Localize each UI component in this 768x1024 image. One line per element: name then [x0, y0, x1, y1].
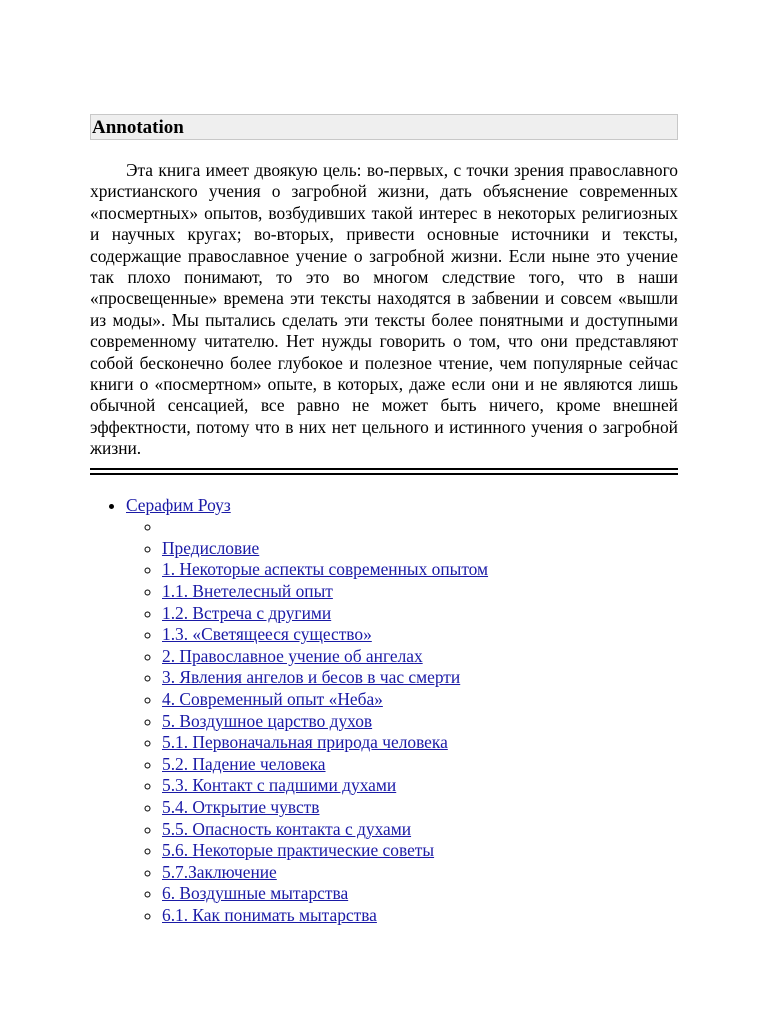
toc-item: [162, 905, 678, 927]
table-of-contents: [90, 495, 678, 927]
toc-link-2[interactable]: 2. Православное учение об ангелах: [162, 645, 423, 666]
toc-item: [162, 603, 678, 625]
toc-item: [162, 840, 678, 862]
toc-link-3[interactable]: 3. Явления ангелов и бесов в час смерти: [162, 667, 461, 688]
annotation-heading: Annotation: [90, 114, 678, 140]
toc-link-5-3[interactable]: 5.3. Контакт с падшими духами: [162, 775, 397, 796]
toc-link-6-1[interactable]: 6.1. Как понимать мытарства: [162, 904, 377, 925]
toc-item: [162, 754, 678, 776]
toc-item: [162, 667, 678, 689]
toc-root-item: [126, 495, 678, 927]
toc-item: [162, 862, 678, 884]
toc-link-1-1[interactable]: 1.1. Внетелесный опыт: [162, 581, 333, 602]
toc-link-4[interactable]: 4. Современный опыт «Неба»: [162, 689, 383, 710]
toc-item: [162, 624, 678, 646]
toc-link-author[interactable]: Серафим Роуз: [126, 494, 231, 515]
annotation-paragraph: Эта книга имеет двоякую цель: во-первых, с точки зрения православного христианского учения о загробной жизни, дать объяснение современных «посмертных» опытов, возбудивших такой интерес в некоторых религиозных и научных кругах; во-вторых, привести основные источники и тексты, содержащие православное учение о загробной жизни. Если ныне это учение так плохо понимают, то это во многом следствие того, что в наши «просвещенные» времена эти тексты находятся в забвении и совсем «вышли из моды». Мы пытались сделать эти тексты более понятными и доступными современному читателю. Нет нужды говорить о том, что они представляют собой бесконечно более глубокое и полезное чтение, чем популярные сейчас книги о «посмертном» опыте, в которых, даже если они и не являются лишь обычной сенсацией, все равно не может быть ничего, кроме внешней эффектности, потому что в них нет цельного и истинного учения о загробной жизни.: [90, 160, 678, 459]
toc-item: [162, 538, 678, 560]
toc-item: [162, 646, 678, 668]
toc-link-5[interactable]: 5. Воздушное царство духов: [162, 710, 373, 731]
toc-link-5-2[interactable]: 5.2. Падение человека: [162, 753, 326, 774]
toc-item: [162, 559, 678, 581]
toc-link-1[interactable]: 1. Некоторые аспекты современных опытом: [162, 559, 489, 580]
toc-item: [162, 775, 678, 797]
toc-sublist: [126, 516, 678, 926]
toc-link-5-1[interactable]: 5.1. Первоначальная природа человека: [162, 732, 448, 753]
toc-item: [162, 883, 678, 905]
toc-link-5-4[interactable]: 5.4. Открытие чувств: [162, 797, 320, 817]
toc-link-5-6[interactable]: 5.6. Некоторые практические советы: [162, 840, 435, 861]
toc-link-5-7[interactable]: 5.7.Заключение: [162, 861, 277, 882]
toc-item: [162, 689, 678, 711]
toc-item: [162, 732, 678, 754]
toc-item: [162, 711, 678, 733]
toc-link-1-2[interactable]: 1.2. Встреча с другими: [162, 602, 332, 623]
toc-link-6[interactable]: 6. Воздушные мытарства: [162, 883, 349, 904]
toc-item: [162, 797, 678, 819]
toc-item: [162, 819, 678, 841]
toc-item: [162, 581, 678, 603]
document-page: [90, 114, 678, 927]
toc-item: [162, 516, 678, 538]
section-divider: [90, 468, 678, 475]
toc-link-5-5[interactable]: 5.5. Опасность контакта с духами: [162, 818, 412, 839]
toc-link-preface[interactable]: Предисловие: [162, 537, 260, 558]
toc-link-1-3[interactable]: 1.3. «Светящееся существо»: [162, 624, 372, 645]
